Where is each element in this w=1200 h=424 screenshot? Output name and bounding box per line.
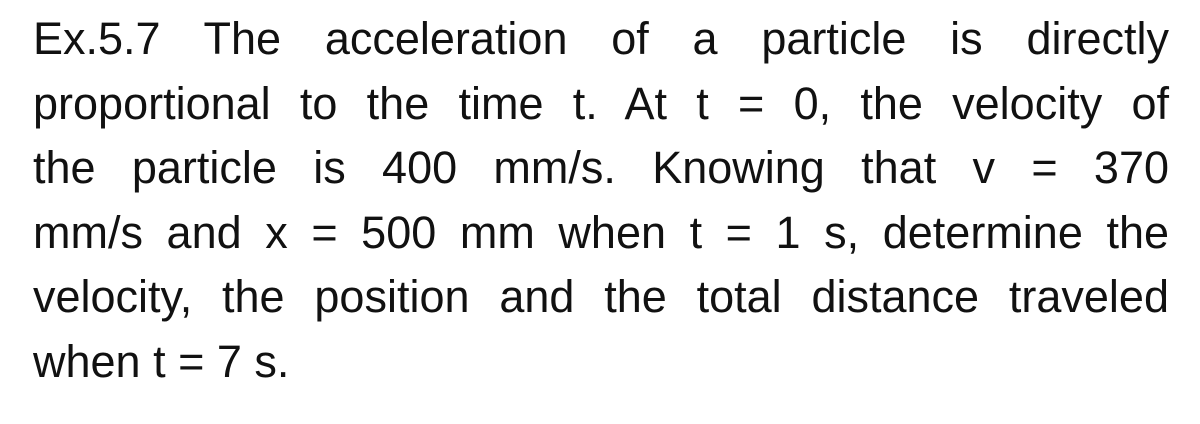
problem-line-1: Ex.5.7 The acceleration of a particle is directly bbox=[33, 13, 1169, 64]
problem-line-5: velocity, the position and the total distance traveled bbox=[33, 271, 1169, 322]
problem-line-4: mm/s and x = 500 mm when t = 1 s, determine the bbox=[33, 206, 1169, 258]
problem-line-3: the particle is 400 mm/s. Knowing that v = 370 bbox=[33, 142, 1169, 193]
problem-line-6: when t = 7 s. bbox=[33, 335, 290, 387]
problem-line-2: proportional to the time t. At t = 0, the velocity of bbox=[33, 77, 1169, 129]
problem-statement bbox=[33, 7, 1169, 394]
